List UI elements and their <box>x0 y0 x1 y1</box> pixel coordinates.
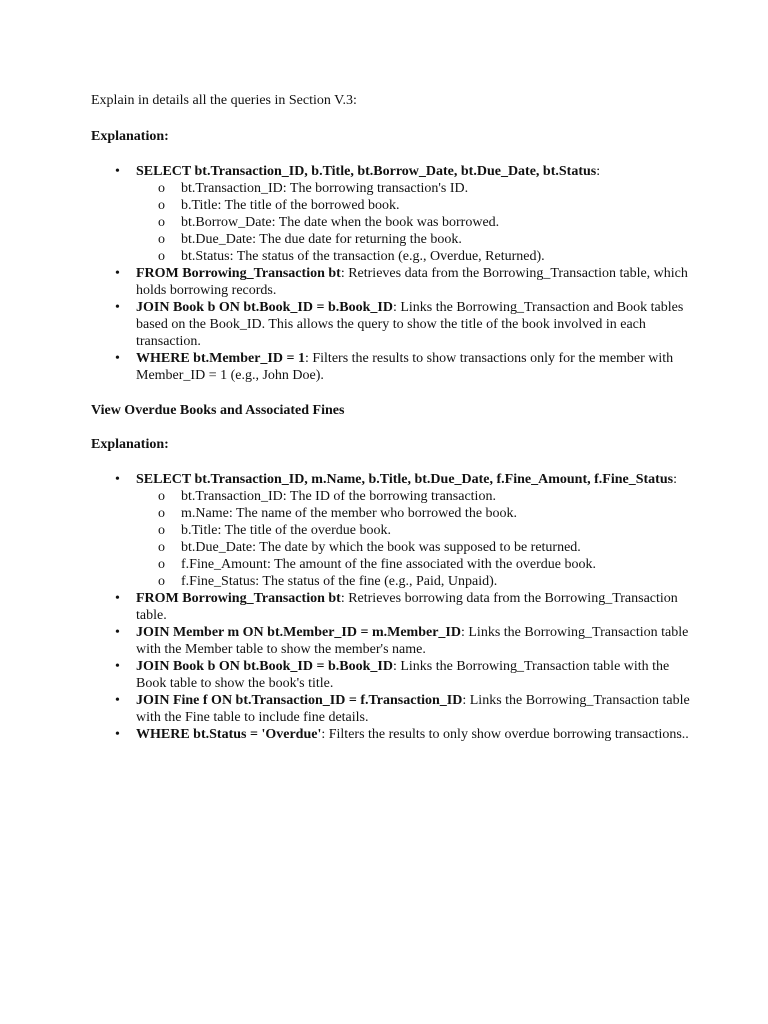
sub-bullet-marker: o <box>158 540 165 555</box>
clause-description: : Links the Borrowing_Transaction table with the Member table to show the member's name. <box>136 625 689 657</box>
sub-bullet-marker: o <box>158 181 165 196</box>
sub-bullet-marker: o <box>158 198 165 213</box>
sub-bullet-marker: o <box>158 232 165 247</box>
bullet-marker: • <box>115 693 120 708</box>
bullet-marker: • <box>115 351 120 366</box>
sql-clause: SELECT bt.Transaction_ID, m.Name, b.Title, bt.Due_Date, f.Fine_Amount, f.Fine_Status <box>136 472 674 487</box>
field-item <box>136 197 691 214</box>
sub-bullet-marker: o <box>158 215 165 230</box>
field-item <box>136 505 691 522</box>
field-description: f.Fine_Amount: The amount of the fine associated with the overdue book. <box>181 557 596 572</box>
list-item <box>91 163 691 265</box>
clause-description: : Links the Borrowing_Transaction table with the Fine table to include fine details. <box>136 693 690 725</box>
list-item <box>91 624 691 658</box>
bullet-marker: • <box>115 659 120 674</box>
field-list <box>136 180 691 265</box>
list-item <box>91 471 691 590</box>
sql-clause: FROM Borrowing_Transaction bt <box>136 591 341 606</box>
sql-clause: SELECT bt.Transaction_ID, b.Title, bt.Borrow_Date, bt.Due_Date, bt.Status <box>136 164 597 179</box>
clause-description: : <box>673 472 677 487</box>
query-explanation-list <box>91 163 691 384</box>
field-item <box>136 522 691 539</box>
field-item <box>136 214 691 231</box>
sub-bullet-marker: o <box>158 523 165 538</box>
sub-bullet-marker: o <box>158 557 165 572</box>
list-item <box>91 692 691 726</box>
field-item <box>136 556 691 573</box>
field-description: m.Name: The name of the member who borrowed the book. <box>181 506 518 521</box>
bullet-marker: • <box>115 300 120 315</box>
field-item <box>136 539 691 556</box>
clause-description: : Retrieves borrowing data from the Borrowing_Transaction table. <box>136 591 678 623</box>
field-description: bt.Borrow_Date: The date when the book was borrowed. <box>181 215 500 230</box>
bullet-marker: • <box>115 625 120 640</box>
sub-bullet-marker: o <box>158 506 165 521</box>
field-description: bt.Due_Date: The due date for returning the book. <box>181 232 462 247</box>
clause-description: : Links the Borrowing_Transaction and Book tables based on the Book_ID. This allows the query to show the title of the book involved in each transaction. <box>136 300 684 349</box>
field-list <box>136 488 691 590</box>
field-item <box>136 231 691 248</box>
bullet-marker: • <box>115 472 120 487</box>
sql-clause: JOIN Fine f ON bt.Transaction_ID = f.Transaction_ID <box>136 693 463 708</box>
list-item <box>91 299 691 350</box>
query-explanation-list <box>91 471 691 743</box>
field-item <box>136 573 691 590</box>
sub-bullet-marker: o <box>158 574 165 589</box>
clause-description: : Filters the results to show transactions only for the member with Member_ID = 1 (e.g., John Doe). <box>136 351 674 383</box>
clause-description: : Filters the results to only show overdue borrowing transactions.. <box>321 727 689 742</box>
field-description: b.Title: The title of the overdue book. <box>181 523 391 538</box>
bullet-marker: • <box>115 591 120 606</box>
field-item <box>136 180 691 197</box>
sql-clause: WHERE bt.Status = 'Overdue' <box>136 727 322 742</box>
field-item <box>136 488 691 505</box>
bullet-marker: • <box>115 266 120 281</box>
sql-clause: FROM Borrowing_Transaction bt <box>136 266 341 281</box>
field-description: bt.Due_Date: The date by which the book was supposed to be returned. <box>181 540 581 555</box>
field-item <box>136 248 691 265</box>
list-item <box>91 350 691 384</box>
list-item <box>91 265 691 299</box>
sql-clause: JOIN Book b ON bt.Book_ID = b.Book_ID <box>136 300 393 315</box>
clause-description: : <box>596 164 601 179</box>
sql-clause: JOIN Member m ON bt.Member_ID = m.Member_ID <box>136 625 461 640</box>
clause-description: : Links the Borrowing_Transaction table with the Book table to show the book's title. <box>136 659 670 691</box>
field-description: bt.Transaction_ID: The ID of the borrowing transaction. <box>181 489 496 504</box>
document-body <box>91 92 691 743</box>
intro-text: Explain in details all the queries in Section V.3: <box>91 93 357 108</box>
sub-bullet-marker: o <box>158 489 165 504</box>
sql-clause: WHERE bt.Member_ID = 1 <box>136 351 305 366</box>
list-item <box>91 590 691 624</box>
clause-description: : Retrieves data from the Borrowing_Transaction table, which holds borrowing records. <box>136 266 688 298</box>
section-heading: View Overdue Books and Associated Fines <box>91 403 345 418</box>
explanation-label: Explanation: <box>91 129 169 144</box>
bullet-marker: • <box>115 727 120 742</box>
sub-bullet-marker: o <box>158 249 165 264</box>
list-item <box>91 658 691 692</box>
field-description: bt.Transaction_ID: The borrowing transaction's ID. <box>181 181 469 196</box>
explanation-label: Explanation: <box>91 437 169 452</box>
sql-clause: JOIN Book b ON bt.Book_ID = b.Book_ID <box>136 659 393 674</box>
bullet-marker: • <box>115 164 120 179</box>
field-description: b.Title: The title of the borrowed book. <box>181 198 400 213</box>
field-description: f.Fine_Status: The status of the fine (e.g., Paid, Unpaid). <box>181 574 498 589</box>
list-item <box>91 726 691 743</box>
field-description: bt.Status: The status of the transaction (e.g., Overdue, Returned). <box>181 249 545 264</box>
